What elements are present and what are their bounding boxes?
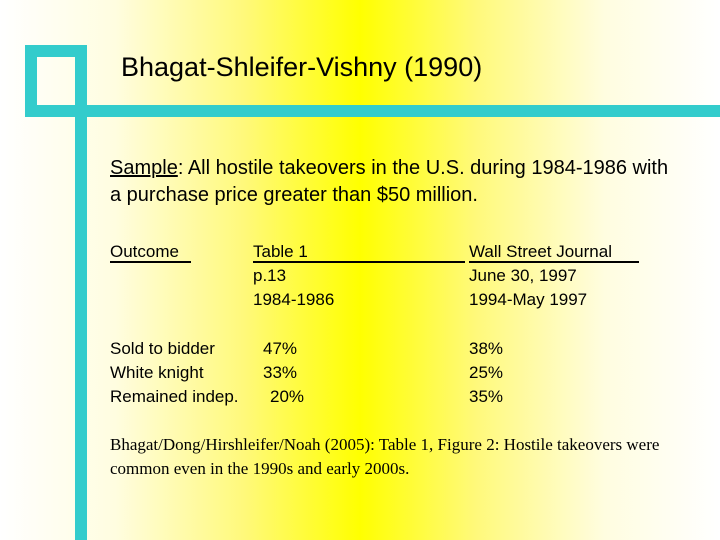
decorative-bar-vertical-right xyxy=(75,45,87,540)
row-label-remained-indep: Remained indep. xyxy=(110,387,239,406)
footnote: Bhagat/Dong/Hirshleifer/Noah (2005): Table 1, Figure 2: Hostile takeovers were common even in the 1990s and early 2000s. xyxy=(110,435,660,478)
sample-description xyxy=(110,155,680,209)
row-label-sold-to-bidder: Sold to bidder xyxy=(110,339,215,358)
col2-header-line3: 1994-May 1997 xyxy=(469,290,588,309)
row-value1-remained-indep: 20% xyxy=(270,387,305,406)
col1-header-line3: 1984-1986 xyxy=(253,290,335,309)
outcome-header: Outcome xyxy=(110,242,179,261)
row-value2-sold-to-bidder: 38% xyxy=(469,339,504,358)
col1-header-underline xyxy=(253,261,465,263)
col2-header-underline xyxy=(469,261,639,263)
col1-header-line1: Table 1 xyxy=(253,242,308,261)
row-value1-white-knight: 33% xyxy=(263,363,298,382)
row-value1-sold-to-bidder: 47% xyxy=(263,339,298,358)
row-value2-white-knight: 25% xyxy=(469,363,504,382)
slide-title: Bhagat-Shleifer-Vishny (1990) xyxy=(121,52,483,82)
row-label-white-knight: White knight xyxy=(110,363,204,382)
outcome-header-underline xyxy=(110,261,191,263)
sample-text: : All hostile takeovers in the U.S. during 1984-1986 with a purchase price greater than $50 million. xyxy=(110,157,669,206)
col1-header-line2: p.13 xyxy=(253,266,287,285)
row-value2-remained-indep: 35% xyxy=(469,387,504,406)
sample-label: Sample xyxy=(110,157,178,179)
decorative-bar-horizontal-bottom xyxy=(25,105,720,117)
col2-header-line1: Wall Street Journal xyxy=(469,242,612,261)
col2-header-line2: June 30, 1997 xyxy=(469,266,577,285)
